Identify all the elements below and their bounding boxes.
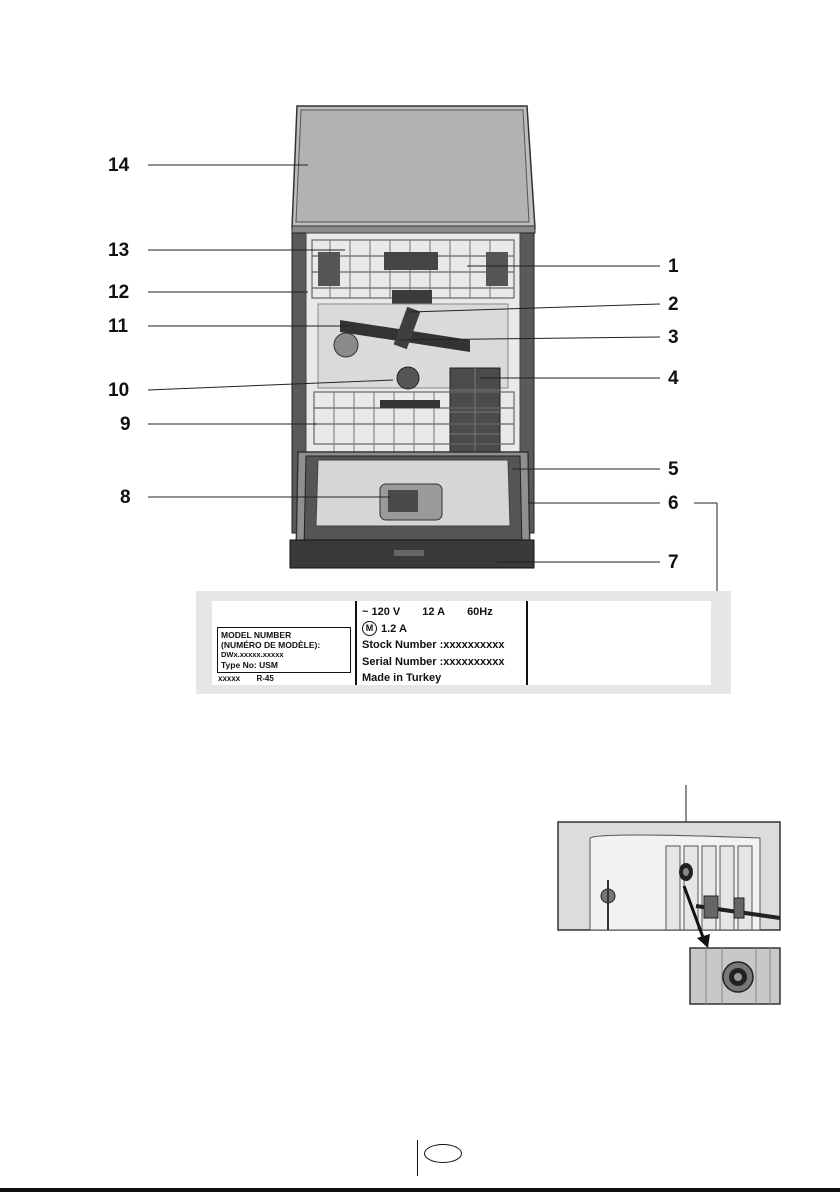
motor-current: 1.2 A [381, 622, 407, 635]
bottom-border [0, 1188, 840, 1192]
stock-number: Stock Number :xxxxxxxxxx [362, 639, 505, 651]
plate-footer-ref: R-45 [256, 674, 274, 683]
rating-plate [196, 591, 731, 694]
model-number-box [217, 627, 351, 673]
callout-14: 14 [108, 155, 130, 176]
filter-detail-inset [558, 785, 780, 1004]
blank-column [528, 601, 711, 685]
callout-6: 6 [668, 493, 679, 514]
callout-11: 11 [108, 316, 129, 337]
electrical-specs-column [357, 601, 528, 685]
current: 12 A [422, 606, 446, 618]
frequency: 60Hz [467, 606, 493, 618]
callout-2: 2 [668, 294, 679, 315]
type-number: Type No: USM [221, 660, 278, 670]
origin: Made in Turkey [362, 672, 442, 684]
callout-7: 7 [668, 552, 679, 573]
footer-divider [417, 1140, 418, 1176]
model-number-value: DWx.xxxxx.xxxxx [221, 650, 284, 659]
model-column [212, 601, 357, 685]
motor-rating-line [362, 621, 526, 638]
dishwasher-body [290, 106, 535, 568]
callout-3: 3 [668, 327, 679, 348]
callout-13: 13 [108, 240, 130, 261]
callout-5: 5 [668, 459, 679, 480]
callout-1: 1 [668, 256, 679, 277]
callout-8: 8 [120, 487, 131, 508]
plate-footer-code: xxxxx [218, 674, 241, 683]
power-rating-line [362, 604, 526, 621]
motor-icon: M [362, 621, 377, 636]
model-number-label: MODEL NUMBER [221, 630, 292, 640]
model-number-label-fr: (NUMÉRO DE MODÈLE): [221, 640, 321, 650]
language-badge-icon [424, 1144, 462, 1163]
serial-number: Serial Number :xxxxxxxxxx [362, 655, 505, 668]
rating-plate-label [212, 601, 711, 685]
plate-footer [218, 674, 274, 683]
callout-4: 4 [668, 368, 679, 389]
callout-9: 9 [120, 414, 131, 435]
callout-10: 10 [108, 380, 130, 401]
callout-12: 12 [108, 282, 130, 303]
voltage: ~ 120 V [362, 606, 401, 618]
